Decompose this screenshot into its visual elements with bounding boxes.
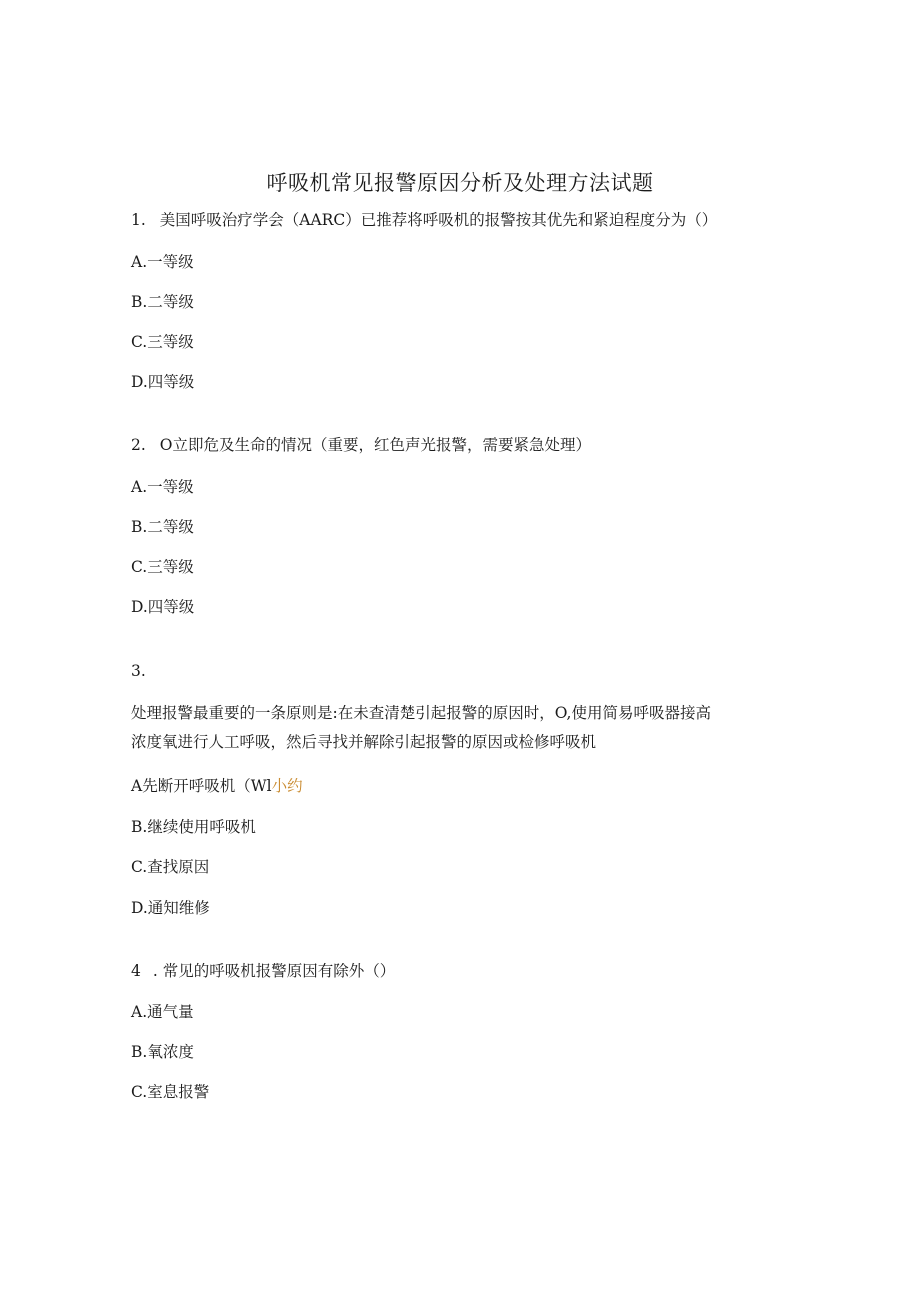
question-number: 2.: [131, 436, 146, 454]
question-2-stem: [131, 434, 591, 456]
question-3-option-c: C.查找原因: [131, 858, 210, 876]
question-4-option-b: B.氧浓度: [131, 1043, 194, 1061]
question-1-option-a: A.一等级: [131, 253, 194, 271]
question-3-number: 3.: [131, 662, 146, 680]
document-title: 呼吸机常见报警原因分析及处理方法试题: [266, 171, 654, 195]
question-number: 4: [131, 962, 141, 980]
question-3-option-d: D.通知维修: [131, 899, 210, 917]
question-4-stem: [131, 960, 395, 982]
question-2-option-a: A.一等级: [131, 478, 194, 496]
question-2-option-c: C.三等级: [131, 558, 194, 576]
question-4-option-c: C.室息报警: [131, 1083, 210, 1101]
question-1-stem: [131, 209, 717, 231]
question-text: O立即危及生命的情况（重要，红色声光报警，需要紧急处理）: [159, 436, 592, 454]
question-3-option-a: [131, 775, 303, 797]
question-3-text-line-2: 浓度氧进行人工呼吸，然后寻找并解除引起报警的原因或检修呼吸机: [131, 733, 597, 751]
question-1-option-d: D.四等级: [131, 373, 195, 391]
question-2-option-d: D.四等级: [131, 598, 195, 616]
question-text: . 常见的呼吸机报警原因有除外（）: [152, 962, 396, 980]
question-4-option-a: A.通气量: [131, 1003, 194, 1021]
question-2-option-b: B.二等级: [131, 518, 194, 536]
question-text: 美国呼吸治疗学会（AARC）已推荐将呼吸机的报警按其优先和紧迫程度分为（）: [159, 211, 718, 229]
question-1-option-b: B.二等级: [131, 293, 194, 311]
question-1-option-c: C.三等级: [131, 333, 194, 351]
highlighted-text: 小约: [271, 777, 303, 795]
option-text: A先断开呼吸机（Wl: [131, 777, 272, 795]
question-3-text-line-1: 处理报警最重要的一条原则是:在未查清楚引起报警的原因时，O,使用简易呼吸器接高: [131, 704, 711, 722]
question-number: 1.: [131, 211, 146, 229]
question-3-option-b: B.继续使用呼吸机: [131, 818, 256, 836]
